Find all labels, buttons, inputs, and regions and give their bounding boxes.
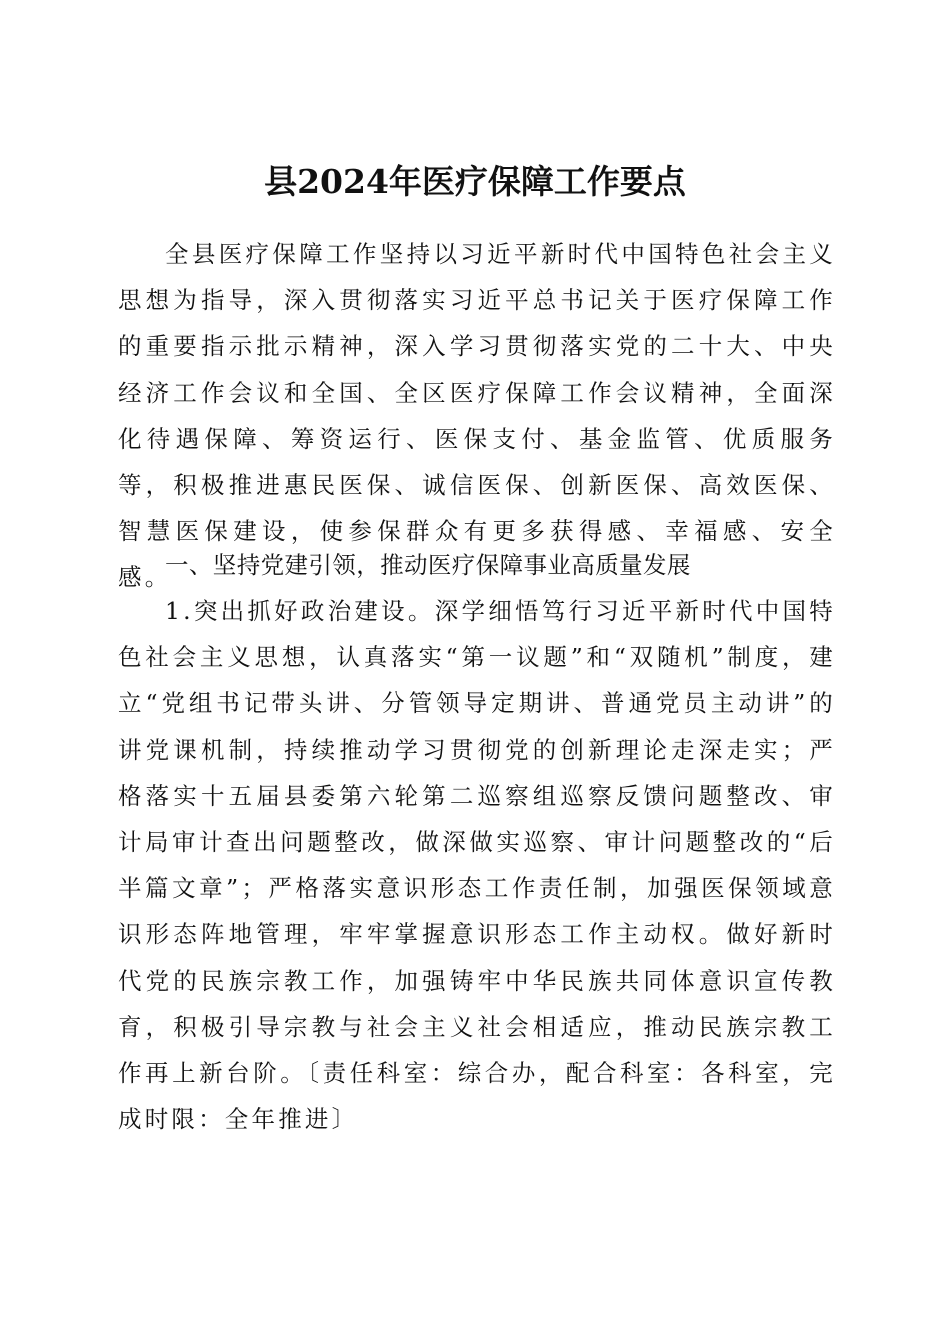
document-title: 县2024年医疗保障工作要点 [264, 162, 686, 202]
intro-text: 全县医疗保障工作坚持以习近平新时代中国特色社会主义思想为指导，深入贯彻落实习近平总书记关于医疗保障工作的重要指示批示精神，深入学习贯彻落实党的二十大、中央经济工作会议和全国、全区医疗保障工作会议精神，全面深化待遇保障、筹资运行、医保支付、基金监管、优质服务等，积极推进惠民医保、诚信医保、创新医保、高效医保、智慧医保建设，使参保群众有更多获得感、幸福感、安全感。 [118, 240, 836, 592]
section-heading: 一、坚持党建引领，推动医疗保障事业高质量发展 [165, 551, 691, 579]
item-text: 1.突出抓好政治建设。深学细悟笃行习近平新时代中国特色社会主义思想，认真落实“第一议题”和“双随机”制度，建立“党组书记带头讲、分管领导定期讲、普通党员主动讲”的讲党课机制，持续推动学习贯彻党的创新理论走深走实；严格落实十五届县委第六轮第二巡察组巡察反馈问题整改、审计局审计查出问题整改，做深做实巡察、审计问题整改的“后半篇文章”；严格落实意识形态工作责任制，加强医保领域意识形态阵地管理，牢牢掌握意识形态工作主动权。做好新时代党的民族宗教工作，加强铸牢中华民族共同体意识宣传教育，积极引导宗教与社会主义社会相适应，推动民族宗教工作再上新台阶。〔责任科室：综合办，配合科室：各科室，完成时限：全年推进〕 [118, 597, 836, 1134]
item-paragraph [118, 588, 836, 1142]
